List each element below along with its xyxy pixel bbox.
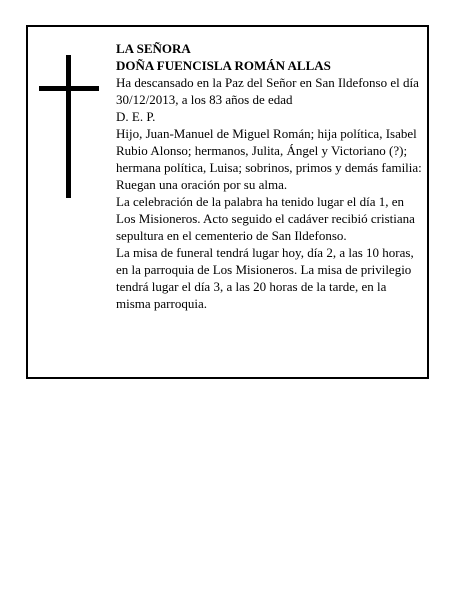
ceremony-info: La celebración de la palabra ha tenido lugar el día 1, en Los Misioneros. Acto seguido el cadáver recibió cristiana sepultura en el cementerio de San Ildefonso. <box>116 194 415 243</box>
prayer-request: Ruegan una oración por su alma. <box>116 177 288 192</box>
cross-horizontal-bar <box>39 86 99 91</box>
death-statement: Ha descansado en la Paz del Señor en San Ildefonso el día 30/12/2013, a los 83 años de edad <box>116 75 419 107</box>
mass-info: La misa de funeral tendrá lugar hoy, día 2, a las 10 horas, en la parroquia de Los Misioneros. La misa de privilegio tendrá lugar el día 3, a las 20 horas de la tarde, en la misma parroquia. <box>116 245 414 311</box>
deceased-name: DOÑA FUENCISLA ROMÁN ALLAS <box>116 58 331 73</box>
obituary-notice <box>26 25 429 379</box>
family-list: Hijo, Juan-Manuel de Miguel Román; hija política, Isabel Rubio Alonso; hermanos, Julita, Ángel y Victoriano (?); hermana política, Luisa; sobrinos, primos y demás familia: <box>116 126 422 175</box>
rip-line: D. E. P. <box>116 109 156 124</box>
notice-text <box>116 40 424 312</box>
cross-icon <box>39 55 99 198</box>
notice-title: LA SEÑORA <box>116 41 191 56</box>
cross-vertical-bar <box>66 55 71 198</box>
